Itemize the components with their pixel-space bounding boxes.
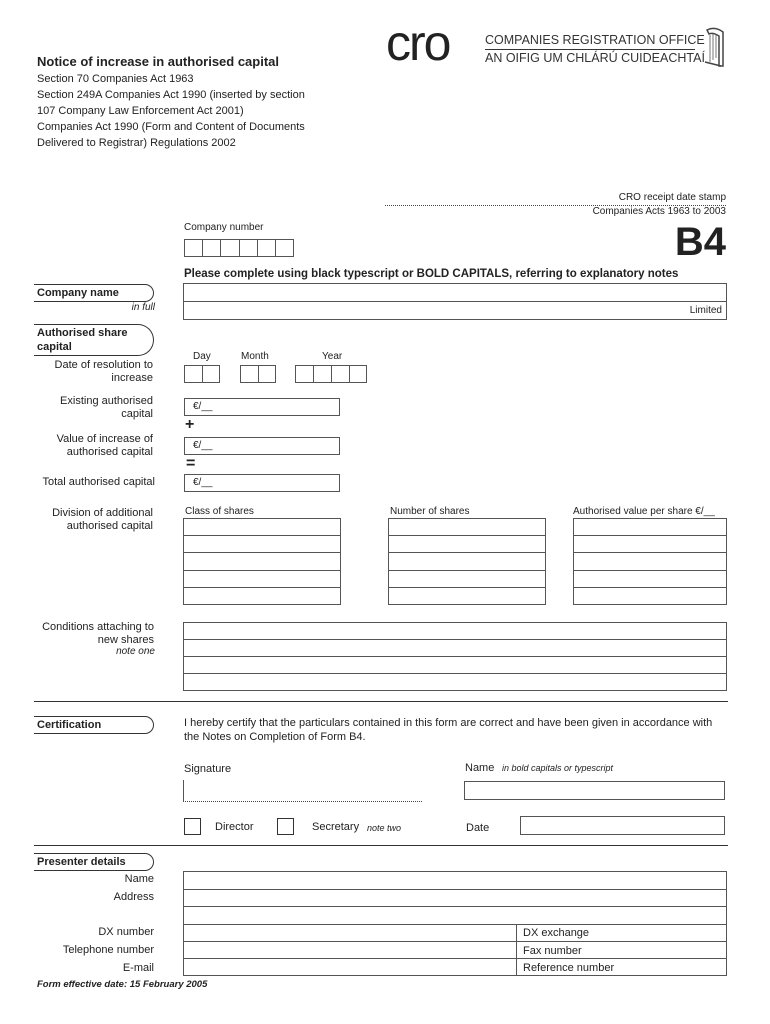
year-label: Year [322,351,343,362]
year-field[interactable] [295,365,367,383]
director-label: Director [215,821,254,833]
presenter-name-label: Name [124,873,154,885]
section-divider [34,845,728,846]
authorised-capital-tab [34,324,154,356]
form-effective-date: Form effective date: 15 February 2005 [37,979,208,990]
secretary-note: note two [367,823,402,833]
reference-number-label: Reference number [523,962,615,974]
companies-acts-label: Companies Acts 1963 to 2003 [592,206,726,217]
class-of-shares-table[interactable] [183,518,341,605]
total-capital-field[interactable] [184,474,340,492]
certification-tab: Certification [34,716,154,734]
secretary-checkbox[interactable] [277,818,294,835]
certifier-name-field[interactable] [464,781,725,800]
date-field[interactable] [520,816,725,835]
harp-icon [701,26,727,68]
month-field[interactable] [240,365,276,383]
office-name-en: COMPANIES REGISTRATION OFFICE [485,33,705,47]
dx-exchange-label: DX exchange [523,927,590,939]
presenter-contact-field[interactable] [183,924,517,976]
value-per-share-table[interactable] [573,518,727,605]
limited-suffix: Limited [689,305,722,316]
instruction-text: Please complete using black typescript or BOLD CAPITALS, referring to explanatory notes [184,268,679,280]
section-divider [34,701,728,702]
conditions-label: Conditions attaching to new shares [42,621,154,646]
office-name-divider [485,49,695,50]
month-label: Month [241,351,269,362]
legal-line: Delivered to Registrar) Regulations 2002 [37,137,236,149]
name-note: in bold capitals or typescript [502,763,614,773]
secretary-label: Secretary [312,821,360,833]
legal-line: Section 70 Companies Act 1963 [37,73,194,85]
presenter-address-label: Address [113,891,154,903]
office-name-ga: AN OIFIG UM CHLÁRÚ CUIDEACHTAÍ [485,51,705,65]
cro-logo: cro [386,15,450,71]
conditions-field[interactable] [183,622,727,691]
company-name-note: in full [131,302,155,313]
receipt-stamp-label: CRO receipt date stamp [618,192,726,203]
currency-prefix: €/__ [193,401,213,412]
certification-statement: I hereby certify that the particulars contained in this form are correct and have been given in accordance with the Notes on Completion of Form B4. [184,717,713,743]
signature-label: Signature [184,763,232,775]
fax-number-label: Fax number [523,945,582,957]
class-of-shares-header: Class of shares [185,506,254,517]
currency-prefix: €/__ [193,440,213,451]
date-label: Date [466,822,490,834]
plus-sign: + [185,416,195,433]
page-title: Notice of increase in authorised capital [37,54,280,69]
day-label: Day [193,351,211,362]
legal-line: Section 249A Companies Act 1990 (inserted by section [37,89,305,101]
legal-line: Companies Act 1990 (Form and Content of Documents [37,121,305,133]
email-label: E-mail [122,962,154,974]
name-label: Name [465,762,495,774]
form-code: B4 [674,220,726,264]
existing-capital-field[interactable] [184,398,340,416]
company-number-field[interactable] [184,239,294,257]
company-name-field-line2[interactable] [183,301,727,320]
company-name-field[interactable] [183,283,727,302]
date-of-resolution-label: Date of resolution to increase [54,359,153,384]
increase-value-field[interactable] [184,437,340,455]
legal-line: 107 Company Law Enforcement Act 2001) [37,105,244,117]
equals-sign: = [186,455,196,472]
conditions-note: note one [116,646,155,657]
division-label: Division of additional authorised capital [52,507,153,532]
presenter-details-tab: Presenter details [34,853,154,871]
director-checkbox[interactable] [184,818,201,835]
presenter-name-address-field[interactable] [183,871,727,925]
authorised-capital-tab-label: Authorised share capital [37,327,128,353]
total-capital-label: Total authorised capital [42,476,155,488]
number-of-shares-header: Number of shares [390,506,470,517]
dx-number-label: DX number [98,926,154,938]
legal-references [37,71,305,151]
increase-value-label: Value of increase of authorised capital [56,433,153,458]
existing-capital-label: Existing authorised capital [60,395,153,420]
company-number-label: Company number [184,222,264,233]
number-of-shares-table[interactable] [388,518,546,605]
telephone-label: Telephone number [62,944,154,956]
day-field[interactable] [184,365,220,383]
company-name-tab: Company name [34,284,154,302]
value-per-share-header: Authorised value per share €/__ [573,506,715,517]
signature-field[interactable] [183,780,422,802]
currency-prefix: €/__ [193,477,213,488]
